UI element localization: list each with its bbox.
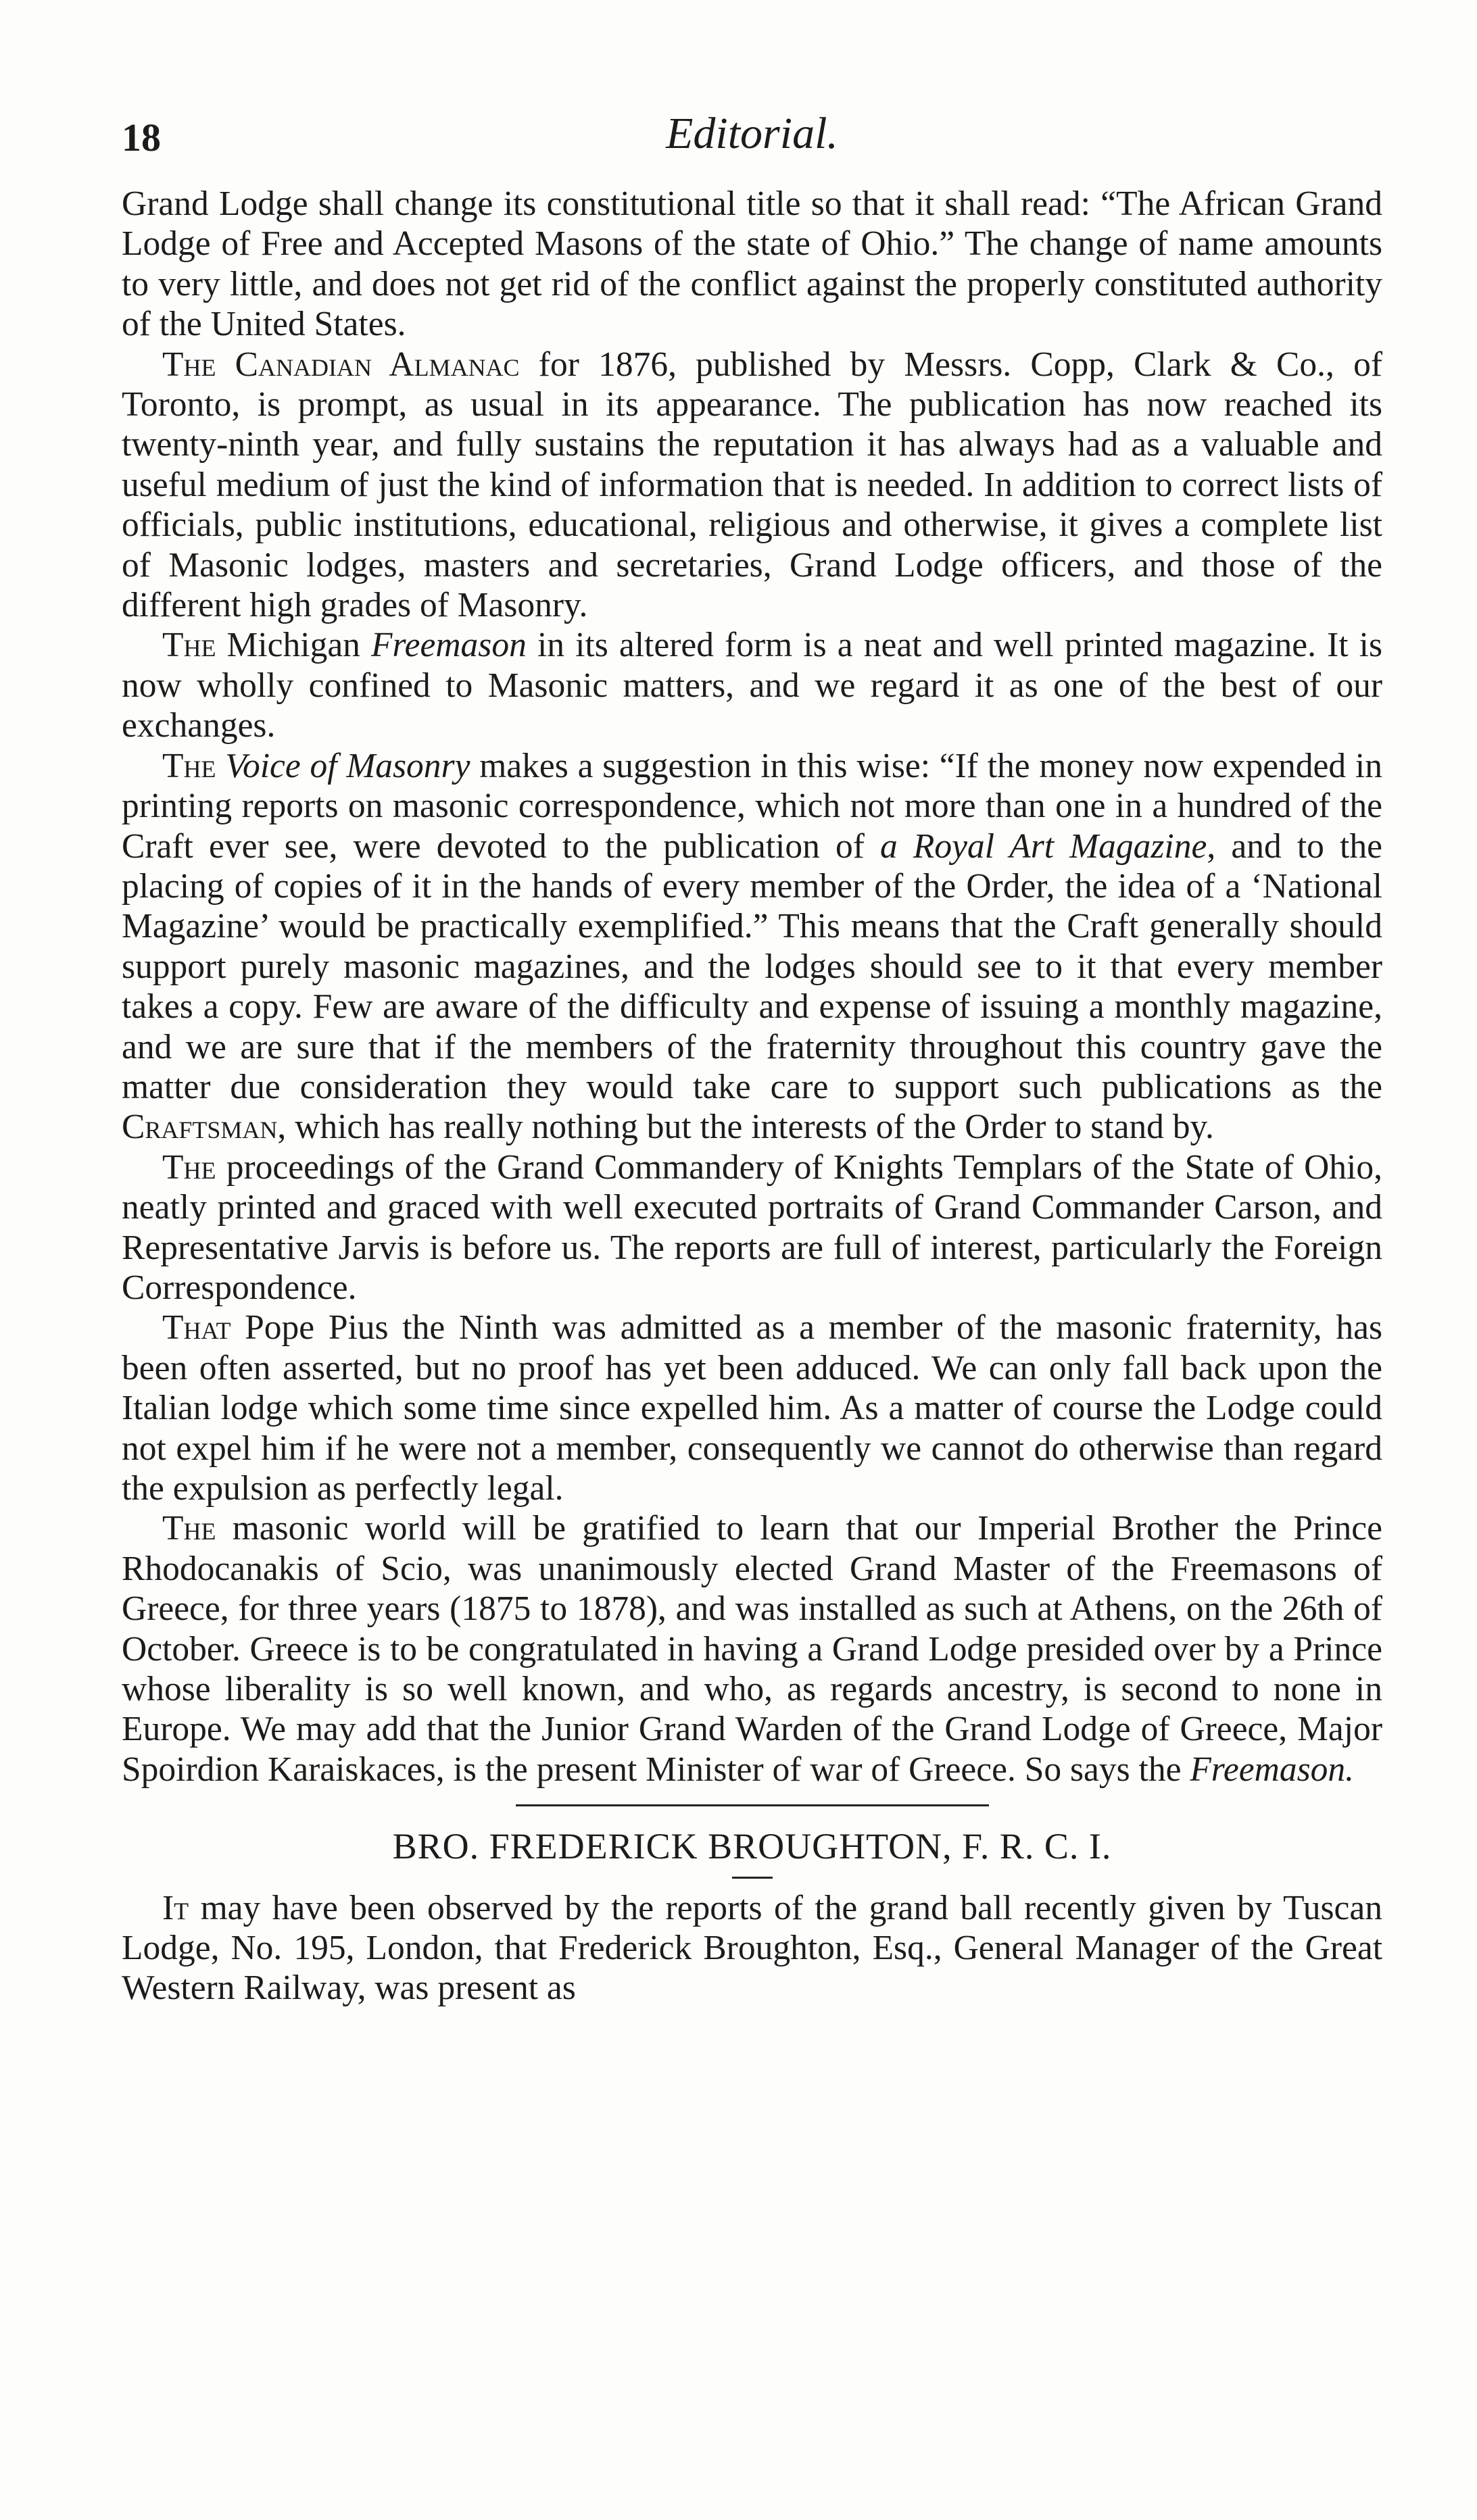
lead-in: The <box>162 1147 216 1187</box>
lead-in: The Canadian Almanac <box>162 345 520 384</box>
lead-in: That <box>162 1308 231 1348</box>
paragraph-michigan-freemason: The Michigan Freemason in its altered form is a neat and well printed magazine. It is now wholly confined to Masonic matters, and we regard it as one of the best of our exchanges. <box>122 626 1383 745</box>
paragraph-prince-rhodocanakis: The masonic world will be gratified to learn that our Imperial Brother the Prince Rhodocanakis of Scio, was unanimously elected Grand Master of the Freemasons of Greece, for three years (1875 to 1878), and was installed as such at Athens, on the 26th of October. Greece is to be congratulated in having a Grand Lodge presided over by a Prince whose liberality is so well known, and who, as regards ancestry, is second to none in Europe. We may add that the Junior Grand Warden of the Grand Lodge of Greece, Major Spoirdion Karaiskaces, is the present Minister of war of Greece. So says the Freemason. <box>122 1509 1382 1789</box>
lead-in: The <box>162 1509 216 1548</box>
article-title: BRO. FREDERICK BROUGHTON, F. R. C. I. <box>392 1826 1112 1867</box>
lead-in: It <box>162 1888 189 1927</box>
page-number: 18 <box>122 116 161 159</box>
publication-title: Freemason. <box>1190 1750 1355 1789</box>
paragraph-ohio-grand-lodge: Grand Lodge shall change its constitutional title so that it shall read: “The African Grand Lodge of Free and Accepted Masons of the state of Ohio.” The change of name amounts to very little, and does not get rid of the conflict against the properly constituted authority of the United States. <box>122 184 1382 344</box>
publication-title: Craftsman <box>122 1108 278 1147</box>
paragraph-article-opening: It may have been observed by the reports of the grand ball recently given by Tuscan Lodge, No. 195, London, that Frederick Broughton, Esq., General Manager of the Great Western Railway, was present as <box>122 1888 1382 2008</box>
paragraph-canadian-almanac: The Canadian Almanac for 1876, published by Messrs. Copp, Clark & Co., of Toronto, is prompt, as usual in its appearance. The publication has now reached its twenty-ninth year, and fully sustains the reputation it has always had as a valuable and useful medium of just the kind of information that is needed. In addition to correct lists of officials, public institutions, educational, religious and otherwise, it gives a complete list of Masonic lodges, masters and secretaries, Grand Lodge officers, and those of the different high grades of Masonry. <box>122 345 1382 625</box>
publication-title: Voice of Masonry <box>225 746 470 785</box>
page-header <box>122 108 1382 169</box>
title-rule <box>732 1877 773 1879</box>
section-divider <box>516 1804 989 1806</box>
lead-in: The <box>162 746 216 785</box>
editorial-text <box>122 184 1382 2008</box>
running-head: Editorial. <box>666 109 838 158</box>
paragraph-voice-of-masonry: The Voice of Masonry makes a suggestion in this wise: “If the money now expended in printing reports on masonic correspondence, which not more than one in a hundred of the Craft ever see, were devoted to the publication of a Royal Art Magazine, and to the placing of copies of it in the hands of every member of the Order, the idea of a ‘National Magazine’ would be practically exemplified.” This means that the Craft generally should support purely masonic magazines, and the lodges should see to it that every member takes a copy. Few are aware of the difficulty and expense of issuing a monthly magazine, and we are sure that if the members of the fraternity throughout this country gave the matter due consideration they would take care to support such publications as the Craftsman, which has really nothing but the interests of the Order to stand by. <box>122 746 1382 1147</box>
publication-title: Freemason <box>371 626 527 665</box>
lead-in: The <box>162 626 216 665</box>
paragraph-pope-pius: That Pope Pius the Ninth was admitted as a member of the masonic fraternity, has been often asserted, but no proof has yet been adduced. We can only fall back upon the Italian lodge which some time since expelled him. As a matter of course the Lodge could not expel him if he were not a member, consequently we cannot do otherwise than regard the expulsion as perfectly legal. <box>122 1308 1382 1508</box>
paragraph-ohio-commandery: The proceedings of the Grand Commandery of Knights Templars of the State of Ohio, neatly printed and graced with well executed portraits of Grand Commander Carson, and Representative Jarvis is before us. The reports are full of interest, particularly the Foreign Correspondence. <box>122 1147 1382 1307</box>
publication-title: a Royal Art Magazine <box>880 826 1207 866</box>
